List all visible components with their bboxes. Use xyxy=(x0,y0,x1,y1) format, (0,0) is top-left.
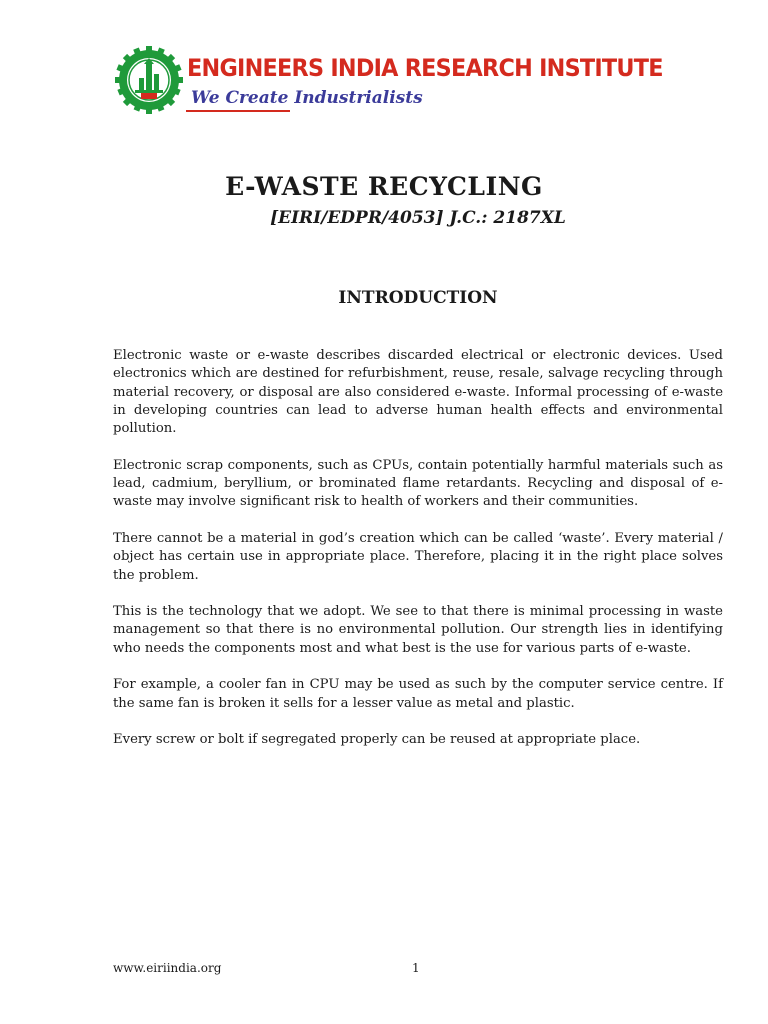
gear-emblem-icon xyxy=(113,44,185,116)
section-heading: INTRODUCTION xyxy=(338,288,498,308)
paragraph: Every screw or bolt if segregated properly can be reused at appropriate place. xyxy=(113,732,641,748)
document-title: E-WASTE RECYCLING xyxy=(225,172,543,201)
body-text xyxy=(113,347,723,768)
footer-website: www.eiriindia.org xyxy=(113,961,222,975)
paragraph: There cannot be a material in god’s creation which can be called ‘waste’. Every material / object has certain use in appropriate place. Therefore, placing it in the right place solves the problem. xyxy=(113,530,723,583)
paragraph: For example, a cooler fan in CPU may be used as such by the computer service centre. If the same fan is broken it sells for a lesser value as metal and plastic. xyxy=(113,677,723,711)
paragraph: Electronic waste or e-waste describes discarded electrical or electronic devices. Used electronics which are destined for refurbishment, reuse, resale, salvage recycling through material recovery, or disposal are also considered e-waste. Informal processing of e-waste in developing countries can lead to adverse human health effects and environmental pollution. xyxy=(113,348,723,437)
paragraph: Electronic scrap components, such as CPUs, contain potentially harmful materials such as lead, cadmium, beryllium, or brominated flame retardants. Recycling and disposal of e-waste may involve significant risk to health of workers and their communities. xyxy=(113,457,723,510)
tagline-underline xyxy=(186,110,290,112)
document-code: [EIRI/EDPR/4053] J.C.: 2187XL xyxy=(270,208,566,228)
brand-tagline: We Create Industrialists xyxy=(191,88,423,108)
brand-name: ENGINEERS INDIA RESEARCH INSTITUTE xyxy=(187,54,663,82)
paragraph: This is the technology that we adopt. We see to that there is minimal processing in waste management so that there is no environmental pollution. Our strength lies in identifying who needs the components most and what best is the use for various parts of e-waste. xyxy=(113,604,723,656)
header xyxy=(113,44,663,124)
footer-page-number: 1 xyxy=(412,961,420,975)
